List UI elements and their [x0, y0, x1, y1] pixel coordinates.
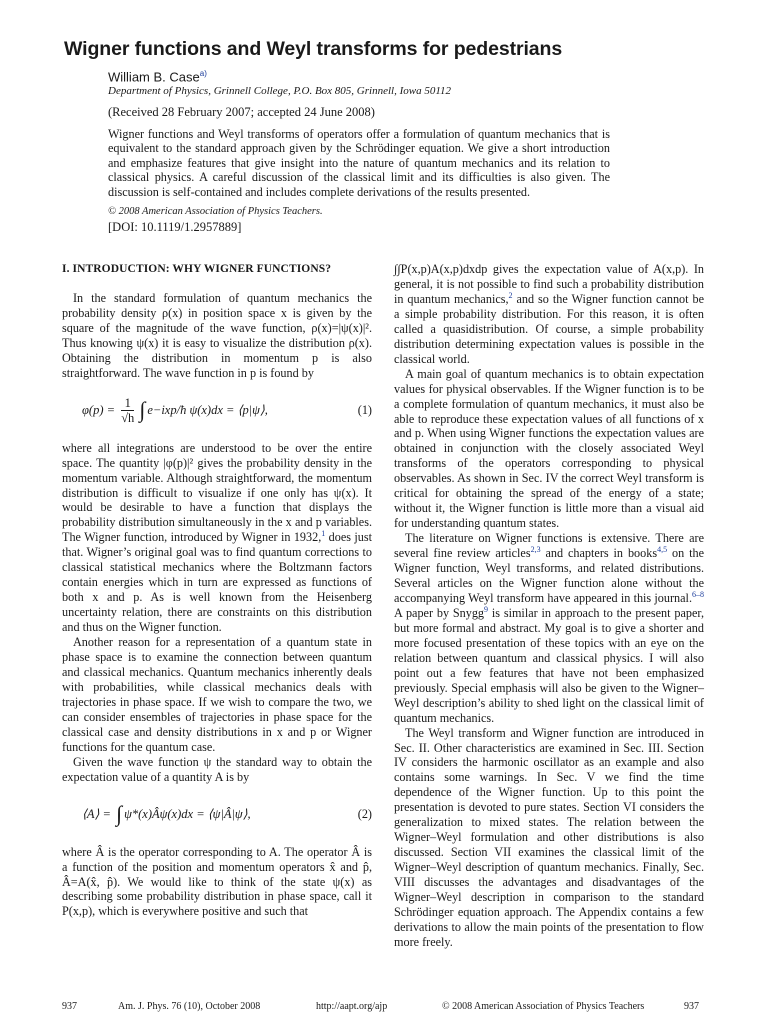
intro-paragraph-2-text-b: does just that. Wigner’s original goal was to find quantum corrections to classical statistical mechanics where the Boltzmann factors contain energies which in turn are expressed as functions of both x and p. As is well known from the Heisenberg uncertainty relation, there are constraints on this distribution and thus on the Wigner function.: [62, 530, 372, 635]
citation-link[interactable]: 6–8: [692, 589, 704, 599]
footer-url-link[interactable]: http://aapt.org/ajp: [316, 1001, 388, 1012]
integral-sign: ∫: [116, 801, 123, 827]
footer-page-number-left: 937: [62, 1001, 77, 1012]
citation-link[interactable]: 9: [484, 604, 489, 614]
doi-link[interactable]: [DOI: 10.1119/1.2957889]: [108, 220, 242, 234]
intro-paragraph-8-text-b: and chapters in books: [540, 546, 658, 561]
author-footnote-link[interactable]: a): [199, 69, 207, 78]
equation-1-rhs: e−ixp/ħ ψ(x)dx = ⟨p|ψ⟩,: [147, 402, 268, 417]
intro-paragraph-8: [394, 531, 704, 725]
intro-paragraph-3: Another reason for a representation of a quantum state in phase space is to examine the connection between quantum and classical mechanics. Quantum mechanics inherently deals with probabilities, while classical mechanics deals with trajectories in phase space. If we wish to compare the two, we can consider ensembles of trajectories in phase space for the classical case and density distributions in x and p or Wigner functions for the quantum case.: [62, 635, 372, 754]
citation-link[interactable]: 1: [321, 529, 326, 539]
received-dates: (Received 28 February 2007; accepted 24 June 2008): [108, 105, 375, 119]
intro-paragraph-8-text-a: The literature on Wigner functions is extensive. There are several fine review articles: [394, 531, 704, 561]
intro-paragraph-8-text-d: A paper by Snygg: [394, 605, 485, 620]
citation-link[interactable]: 2: [508, 290, 513, 300]
equation-2-body: [82, 801, 251, 827]
footer-page-number-right: 937: [684, 1001, 699, 1012]
abstract-copyright: © 2008 American Association of Physics Teachers.: [108, 206, 323, 217]
equation-2-rhs: ψ*(x)Âψ(x)dx = ⟨ψ|Â|ψ⟩,: [124, 806, 251, 821]
intro-paragraph-7: A main goal of quantum mechanics is to obtain expectation values for physical observables. If the Wigner function is to be a complete formulation of quantum mechanics, it must also be able to reproduce these expectation values of all functions of x and p. When using Wigner functions the expectation values are obtained in conjunction with the closely associated Weyl transforms of the operators corresponding to physical observables. As shown in Sec. IV the correct Weyl transform is critical for obtaining the spread of the energy of a state; without it, the Wigner function is little more than a visual aid for understanding quantum states.: [394, 366, 704, 531]
section-heading: I. INTRODUCTION: WHY WIGNER FUNCTIONS?: [62, 263, 332, 275]
abstract: Wigner functions and Weyl transforms of operators offer a formulation of quantum mechanics that is equivalent to the standard approach given by the Schrödinger equation. We give a short introduction and emphasize features that give insight into the nature of quantum mechanics and its relation to classical physics. A careful discussion of the classical limit and its difficulties is also given. The discussion is self-contained and includes complete derivations of the results presented.: [108, 127, 610, 199]
paper-title: Wigner functions and Weyl transforms for pedestrians: [64, 38, 563, 60]
intro-paragraph-6-text-a: ∫∫P(x,p)A(x,p)dxdp gives the expectation value of A(x,p). In general, it is not possible to find such a probability distribution in quantum mechanics,: [394, 262, 704, 306]
equation-1-number: (1): [357, 403, 372, 418]
integral-sign: ∫: [139, 397, 146, 423]
equation-1-fraction: [121, 397, 134, 425]
footer-copyright: © 2008 American Association of Physics Teachers: [442, 1001, 645, 1012]
equation-1-numerator: 1: [124, 395, 131, 410]
intro-paragraph-9: The Weyl transform and Wigner function are introduced in Sec. II. Other characteristics are examined in Sec. III. Section IV considers the harmonic oscillator as an example and also contains some warnings. In Sec. V we find the time dependence of the Wigner function. Up to this point the presentation is devoted to pure states. Section VI considers the generalization to mixed states. The relation between the Wigner–Weyl formulation and other distributions is also discussed. Section VII examines the classical limit of the Wigner–Weyl description of quantum mechanics. Finally, Sec. VIII discusses the advantages and disadvantages of the Wigner–Weyl description in comparison to the standard Schrödinger equation approach. The Appendix contains a few derivations to allow the main points of the presentation to flow more freely.: [394, 725, 704, 949]
footer-journal: Am. J. Phys. 76 (10), October 2008: [118, 1001, 261, 1012]
citation-link[interactable]: 2,3: [530, 545, 541, 555]
citation-link[interactable]: 4,5: [657, 545, 668, 555]
equation-1-lhs: φ(p) =: [82, 402, 119, 417]
intro-paragraph-2-text-a: where all integrations are understood to be over the entire space. The quantity |φ(p)|² gives the probability density in the momentum variable. Although straightforward, the momentum distribution is difficult to visualize if one only has ψ(x). It would be desirable to have a function that displays the probability distribution simultaneously in the x and p variables. The Wigner function, introduced by Wigner in 1932,: [62, 440, 372, 545]
author-name: [108, 69, 207, 84]
equation-1-denominator: √h: [121, 410, 135, 425]
intro-paragraph-2: [62, 441, 372, 635]
equation-1: [62, 381, 372, 441]
intro-paragraph-6-text-b: and so the Wigner function cannot be a simple probability distribution. For this reason, it is often called a quasidistribution. Of course, a simple probability distribution determining expectation values is possible in the classical world.: [394, 291, 704, 366]
intro-paragraph-4: Given the wave function ψ the standard way to obtain the expectation value of a quantity A is by: [62, 754, 372, 784]
intro-paragraph-8-text-e: is similar in approach to the present paper, but more formal and abstract. My goal is to give a shorter and more focused presentation of these topics with an eye on the relation between quantum and classical physics. I will also point out a few features that have not been emphasized previously. Special emphasis will also be given to the Wigner–Weyl description’s ability to shed light on the classical limit of quantum mechanics.: [394, 605, 704, 725]
author-affiliation: Department of Physics, Grinnell College, P.O. Box 805, Grinnell, Iowa 50112: [108, 85, 451, 97]
author-name-text: William B. Case: [108, 69, 200, 85]
equation-2-number: (2): [357, 807, 372, 822]
right-column: [394, 262, 704, 950]
intro-paragraph-6: [394, 262, 704, 367]
left-column: [62, 262, 372, 919]
equation-2: [62, 785, 372, 845]
intro-paragraph-5: where Â is the operator corresponding to A. The operator Â is a function of the position and momentum operators x̂ and p̂, Â=A(x̂, p̂). We would like to think of the state ψ(x) as describing some probability distribution in phase space, call it P(x,p), which is everywhere positive and such that: [62, 844, 372, 919]
intro-paragraph-1: In the standard formulation of quantum mechanics the probability density ρ(x) in position space x is given by the square of the magnitude of the wave function, ρ(x)=|ψ(x)|². Thus knowing ψ(x) it is easy to visualize the distribution ρ(x). Obtaining the distribution in momentum p is also straightforward. The wave function in p is found by: [62, 290, 372, 380]
equation-1-body: [82, 397, 268, 425]
equation-2-lhs: ⟨A⟩ =: [82, 806, 115, 821]
intro-paragraph-8-text-c: on the Wigner function, Weyl transforms, and related distributions. Several articles on the Wigner function alone without the accompanying Weyl transform have appeared in this journal.: [394, 546, 704, 605]
